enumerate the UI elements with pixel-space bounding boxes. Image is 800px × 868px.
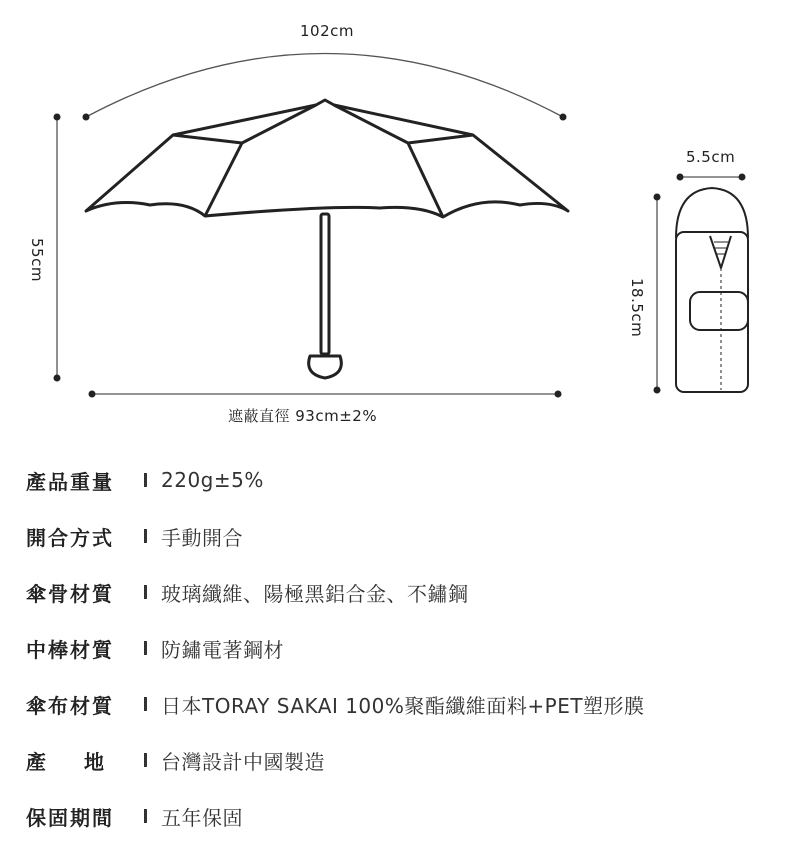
spec-value: 五年保固 [161,805,243,830]
spec-separator [144,641,147,655]
spec-key: 產品重量 [26,469,114,494]
spec-value: 台灣設計中國製造 [161,749,325,774]
spec-value: 防鏽電著鋼材 [161,637,284,662]
arc-right-dot [560,114,567,121]
diameter-right-dot [555,391,562,398]
closed-width-left-dot [677,174,684,181]
spec-separator [144,473,147,487]
spec-key: 傘骨材質 [26,581,114,606]
spec-key: 產地 [26,749,142,774]
closed-width-label: 5.5cm [686,148,736,166]
spec-row-fabric-material [26,686,645,722]
spec-row-weight [26,462,264,498]
spec-row-shaft-material [26,630,284,666]
spec-separator [144,585,147,599]
spec-key: 傘布材質 [26,693,114,718]
arc-left-dot [83,114,90,121]
spec-separator [144,809,147,823]
spec-separator [144,529,147,543]
closed-length-top-dot [654,194,661,201]
arc-dimension-line [86,54,563,118]
spec-row-opening [26,518,243,554]
closed-length-bottom-dot [654,387,661,394]
spec-row-origin [26,742,325,778]
spec-row-rib-material [26,574,469,610]
spec-key: 中棒材質 [26,637,114,662]
open-umbrella-icon [86,100,568,378]
closed-length-label: 18.5cm [628,278,646,338]
height-top-dot [54,114,61,121]
spec-separator [144,753,147,767]
height-label: 55cm [28,238,46,282]
spec-row-warranty [26,798,243,834]
spec-value: 手動開合 [161,525,243,550]
arc-length-label: 102cm [300,22,354,40]
diameter-label: 遮蔽直徑 93cm±2% [228,407,378,425]
diameter-left-dot [89,391,96,398]
spec-value: 玻璃纖維、陽極黑鋁合金、不鏽鋼 [161,581,469,606]
height-bottom-dot [54,375,61,382]
spec-key: 開合方式 [26,525,114,550]
closed-width-right-dot [739,174,746,181]
closed-umbrella-icon [676,188,748,392]
spec-key: 保固期間 [26,805,114,830]
spec-value: 日本TORAY SAKAI 100%聚酯纖維面料+PET塑形膜 [161,693,645,718]
spec-value: 220g±5% [161,468,264,492]
spec-separator [144,697,147,711]
